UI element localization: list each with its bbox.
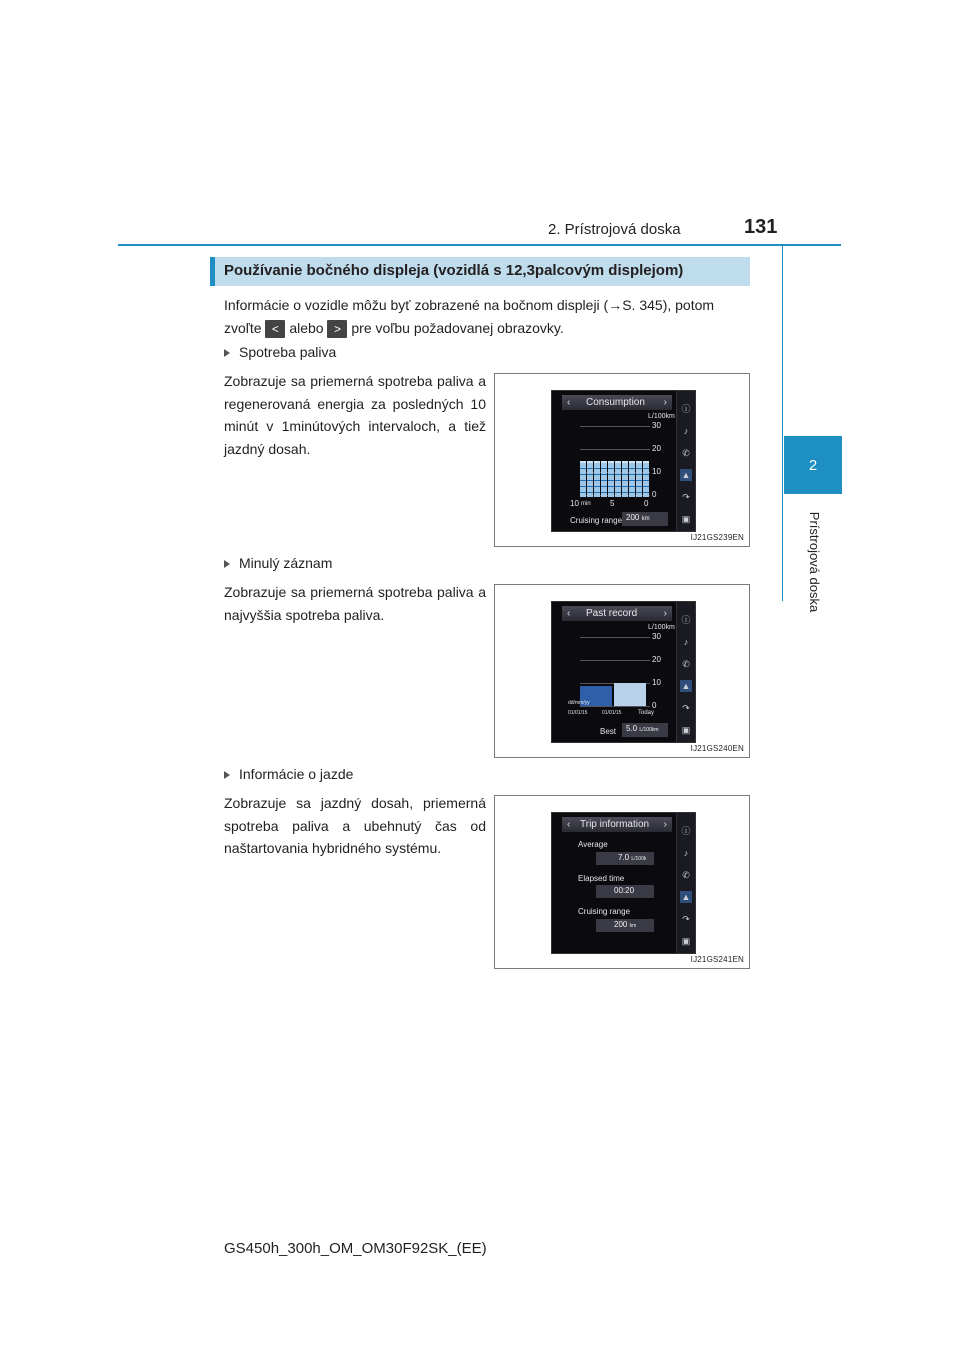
- consumption-bar: [622, 461, 628, 497]
- info-icon: ⓘ: [681, 615, 691, 625]
- screen-side-menu: [676, 391, 695, 531]
- tick-label: 0: [652, 490, 657, 499]
- tick-label: 20: [652, 655, 661, 664]
- energy-icon: ↷: [682, 914, 690, 924]
- phone-icon: ✆: [682, 659, 690, 669]
- consumption-bar: [587, 461, 593, 497]
- energy-icon: ↷: [682, 492, 690, 502]
- screen-title: Past record: [586, 608, 638, 619]
- item-heading-trip-info: Informácie o jazde: [224, 766, 353, 782]
- figure-code: IJ21GS240EN: [690, 744, 744, 753]
- best-box: [622, 723, 668, 737]
- cruising-range-label: Cruising range: [578, 907, 631, 916]
- x-label: 5: [610, 499, 615, 508]
- tick-label: 10: [652, 467, 661, 476]
- average-box: [596, 852, 654, 865]
- tick-label: 10: [652, 678, 661, 687]
- grid-line: [580, 637, 650, 638]
- x-label: min: [581, 501, 591, 507]
- intro-paragraph: [224, 294, 752, 340]
- screen-side-menu: [676, 813, 695, 953]
- music-icon: ♪: [683, 848, 689, 858]
- cruising-range-label: Cruising range: [570, 516, 623, 525]
- tick-label: 20: [652, 444, 661, 453]
- item-text-past-record: Zobrazuje sa priemerná spotreba paliva a najvyššia spotreba paliva.: [224, 584, 486, 623]
- chapter-title: 2. Prístrojová doska: [548, 221, 681, 238]
- elapsed-time-value: 00:20: [614, 886, 635, 895]
- consumption-bar: [615, 461, 621, 497]
- bullet-triangle-icon: [224, 771, 230, 779]
- display-icon: ▣: [681, 936, 691, 946]
- car-icon: ▲: [681, 470, 691, 480]
- chevron-left-icon: <: [265, 320, 285, 338]
- grid-line: [580, 660, 650, 661]
- figure-code: IJ21GS239EN: [690, 533, 744, 542]
- screen-title-bar: [562, 395, 672, 410]
- section-title: Používanie bočného displeja (vozidlá s 12,3palcovým displejom): [224, 262, 684, 279]
- intro-line-2: [224, 317, 752, 340]
- bullet-triangle-icon: [224, 349, 230, 357]
- chevron-left-icon: ‹: [567, 608, 571, 619]
- today-bar: [614, 683, 646, 706]
- music-icon: ♪: [683, 426, 689, 436]
- unit-label: L/100km: [648, 624, 675, 631]
- side-display-screen: [551, 390, 696, 532]
- grid-line: [580, 449, 650, 450]
- energy-icon: ↷: [682, 703, 690, 713]
- best-unit: L/100km: [639, 727, 659, 733]
- grid-line: [580, 426, 650, 427]
- grid-line: [580, 706, 650, 707]
- screen-title-bar: [562, 606, 672, 621]
- music-icon: ♪: [683, 637, 689, 647]
- chevron-right-icon: >: [327, 320, 347, 338]
- x-label: 01/01/15: [568, 710, 588, 716]
- cruising-range-unit: km: [629, 923, 637, 929]
- item-heading-consumption: Spotreba paliva: [224, 344, 336, 360]
- intro-select-word: zvoľte: [224, 320, 262, 336]
- figure-code: IJ21GS241EN: [690, 955, 744, 964]
- intro-or-word: alebo: [289, 320, 324, 336]
- figure-consumption: [494, 373, 750, 547]
- consumption-bar: [636, 461, 642, 497]
- consumption-bar: [601, 461, 607, 497]
- unit-label: L/100km: [648, 413, 675, 420]
- screen-title: Consumption: [586, 397, 645, 408]
- cruising-range-box: [596, 919, 654, 932]
- consumption-bar: [629, 461, 635, 497]
- figure-past-record: [494, 584, 750, 758]
- cruising-range-unit: km: [641, 516, 650, 522]
- chevron-left-icon: ‹: [567, 397, 571, 408]
- bullet-triangle-icon: [224, 560, 230, 568]
- cruising-range-value: 200: [614, 920, 628, 929]
- phone-icon: ✆: [682, 870, 690, 880]
- intro-line-1: Informácie o vozidle môžu byť zobrazené na bočnom displeji (→S. 345), potom: [224, 297, 715, 313]
- consumption-bar: [608, 461, 614, 497]
- chevron-right-icon: ›: [663, 608, 667, 619]
- intro-rest: pre voľbu požadovanej obrazovky.: [351, 320, 564, 336]
- chevron-left-icon: ‹: [567, 819, 571, 830]
- tick-label: 30: [652, 632, 661, 641]
- chevron-right-icon: ›: [663, 819, 667, 830]
- phone-icon: ✆: [682, 448, 690, 458]
- x-label: 01/01/15: [602, 710, 622, 716]
- best-value: 5.0: [626, 724, 638, 733]
- tick-label: 0: [652, 701, 657, 710]
- x-label: Today: [638, 710, 655, 716]
- side-tab-label: Prístrojová doska: [807, 511, 822, 613]
- item-text-trip-info: Zobrazuje sa jazdný dosah, priemerná spotreba paliva a ubehnutý čas od naštartovania hybridného systému.: [224, 795, 486, 856]
- car-icon: ▲: [681, 892, 691, 902]
- x-label: 0: [644, 499, 649, 508]
- average-unit: L/100k: [631, 856, 647, 862]
- footer-code: GS450h_300h_OM_OM30F92SK_(EE): [224, 1240, 487, 1257]
- cruising-range-box: [622, 512, 668, 526]
- page-number: 131: [744, 216, 778, 238]
- figure-trip-info: [494, 795, 750, 969]
- chevron-right-icon: ›: [663, 397, 667, 408]
- side-tab-number: 2: [784, 436, 842, 494]
- screen-title: Trip information: [580, 819, 650, 830]
- cruising-range-value: 200: [626, 513, 640, 522]
- elapsed-time-label: Elapsed time: [578, 874, 625, 883]
- car-icon: ▲: [681, 681, 691, 691]
- item-text-consumption: Zobrazuje sa priemerná spotreba paliva a regenerovaná energia za posledných 10 minút v 1minútových intervaloch, a tiež jazdný dosah.: [224, 373, 486, 457]
- consumption-bar: [643, 461, 649, 497]
- x-label: 10: [570, 499, 579, 508]
- consumption-bar: [594, 461, 600, 497]
- screen-side-menu: [676, 602, 695, 742]
- average-label: Average: [578, 840, 608, 849]
- info-icon: ⓘ: [681, 404, 691, 414]
- tick-label: 30: [652, 421, 661, 430]
- display-icon: ▣: [681, 725, 691, 735]
- consumption-bar: [580, 461, 586, 497]
- item-heading-past-record: Minulý záznam: [224, 555, 332, 571]
- bar-date-label: dd/mm/yy: [568, 700, 590, 706]
- average-value: 7.0: [618, 853, 630, 862]
- side-display-screen: [551, 601, 696, 743]
- display-icon: ▣: [681, 514, 691, 524]
- info-icon: ⓘ: [681, 826, 691, 836]
- side-tab-line: [782, 246, 783, 601]
- side-display-screen: [551, 812, 696, 954]
- elapsed-time-box: [596, 885, 654, 898]
- header-rule: [118, 244, 841, 246]
- screen-title-bar: [562, 817, 672, 832]
- best-label: Best: [600, 727, 617, 736]
